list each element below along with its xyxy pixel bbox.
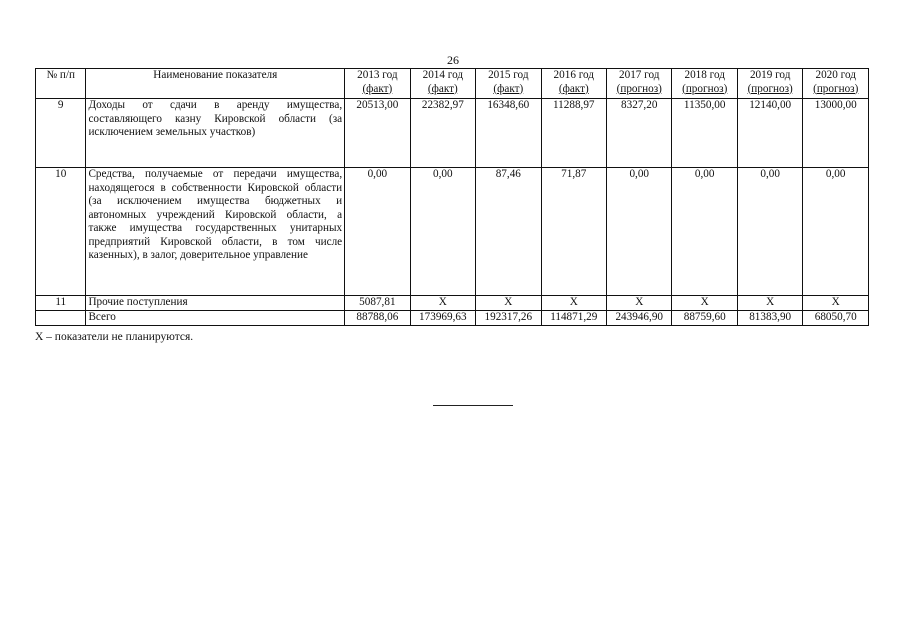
value-cell: 0,00 [410, 168, 475, 296]
value-cell: 8327,20 [607, 99, 672, 168]
value-cell: X [803, 296, 869, 311]
header-kind-label: (прогноз) [747, 82, 793, 95]
value-cell: 0,00 [803, 168, 869, 296]
value-cell: X [410, 296, 475, 311]
table-row [36, 99, 869, 168]
header-kind-label: (факт) [427, 82, 458, 95]
value-cell: X [607, 296, 672, 311]
total-value-cell: 114871,29 [541, 311, 606, 326]
row-name: Всего [86, 311, 345, 326]
header-year [541, 69, 606, 99]
total-value-cell: 192317,26 [476, 311, 541, 326]
header-kind-label: (прогноз) [616, 82, 662, 95]
value-cell: X [541, 296, 606, 311]
value-cell: 11288,97 [541, 99, 606, 168]
total-value-cell: 68050,70 [803, 311, 869, 326]
header-kind-label: (факт) [493, 82, 524, 95]
total-value-cell: 243946,90 [607, 311, 672, 326]
value-cell: 12140,00 [737, 99, 802, 168]
header-year-label: 2017 год [619, 69, 660, 81]
value-cell: 0,00 [672, 168, 737, 296]
header-year-label: 2015 год [488, 69, 529, 81]
value-cell: 13000,00 [803, 99, 869, 168]
row-name: Прочие поступления [86, 296, 345, 311]
value-cell: 5087,81 [345, 296, 410, 311]
value-cell: X [737, 296, 802, 311]
table-row [36, 168, 869, 296]
end-separator-line [433, 405, 513, 406]
value-cell: 87,46 [476, 168, 541, 296]
header-year [345, 69, 410, 99]
total-value-cell: 88759,60 [672, 311, 737, 326]
value-cell: 16348,60 [476, 99, 541, 168]
total-value-cell: 88788,06 [345, 311, 410, 326]
header-year [476, 69, 541, 99]
header-kind-label: (факт) [362, 82, 393, 95]
header-year [410, 69, 475, 99]
value-cell: 71,87 [541, 168, 606, 296]
value-cell: 11350,00 [672, 99, 737, 168]
header-year-label: 2014 год [422, 69, 464, 81]
table-header-row [36, 69, 869, 99]
header-year-label: 2020 год [815, 69, 856, 81]
header-year-label: 2018 год [684, 69, 725, 81]
header-year [672, 69, 737, 99]
footnote: X – показатели не планируются. [35, 331, 194, 343]
row-number [36, 311, 86, 326]
revenue-table [35, 68, 869, 326]
value-cell: X [476, 296, 541, 311]
header-year-label: 2013 год [357, 69, 398, 81]
value-cell: 0,00 [607, 168, 672, 296]
value-cell: X [672, 296, 737, 311]
total-row [36, 311, 869, 326]
header-kind-label: (факт) [558, 82, 589, 95]
header-name: Наименование показателя [86, 69, 345, 99]
header-year [607, 69, 672, 99]
row-name: Средства, получаемые от передачи имущества, находящегося в собственности Кировской области (за исключением имущества бюджетных и автономных учреждений Кировской области, а также имущества государственных унитарных предприятий Кировской области, в том числе казенных), в залог, доверительное управление [86, 168, 345, 296]
header-num: № п/п [36, 69, 86, 99]
total-value-cell: 173969,63 [410, 311, 475, 326]
value-cell: 0,00 [345, 168, 410, 296]
row-name: Доходы от сдачи в аренду имущества, составляющего казну Кировской области (за исключением земельных участков) [86, 99, 345, 168]
value-cell: 22382,97 [410, 99, 475, 168]
value-cell: 20513,00 [345, 99, 410, 168]
page-number: 26 [447, 53, 459, 67]
header-year-label: 2016 год [553, 69, 594, 81]
value-cell: 0,00 [737, 168, 802, 296]
header-year [803, 69, 869, 99]
table-row [36, 296, 869, 311]
row-number: 9 [36, 99, 86, 168]
header-year-label: 2019 год [749, 69, 791, 81]
total-value-cell: 81383,90 [737, 311, 802, 326]
row-number: 10 [36, 168, 86, 296]
row-number: 11 [36, 296, 86, 311]
header-kind-label: (прогноз) [682, 82, 728, 95]
header-year [737, 69, 802, 99]
header-kind-label: (прогноз) [813, 82, 859, 95]
